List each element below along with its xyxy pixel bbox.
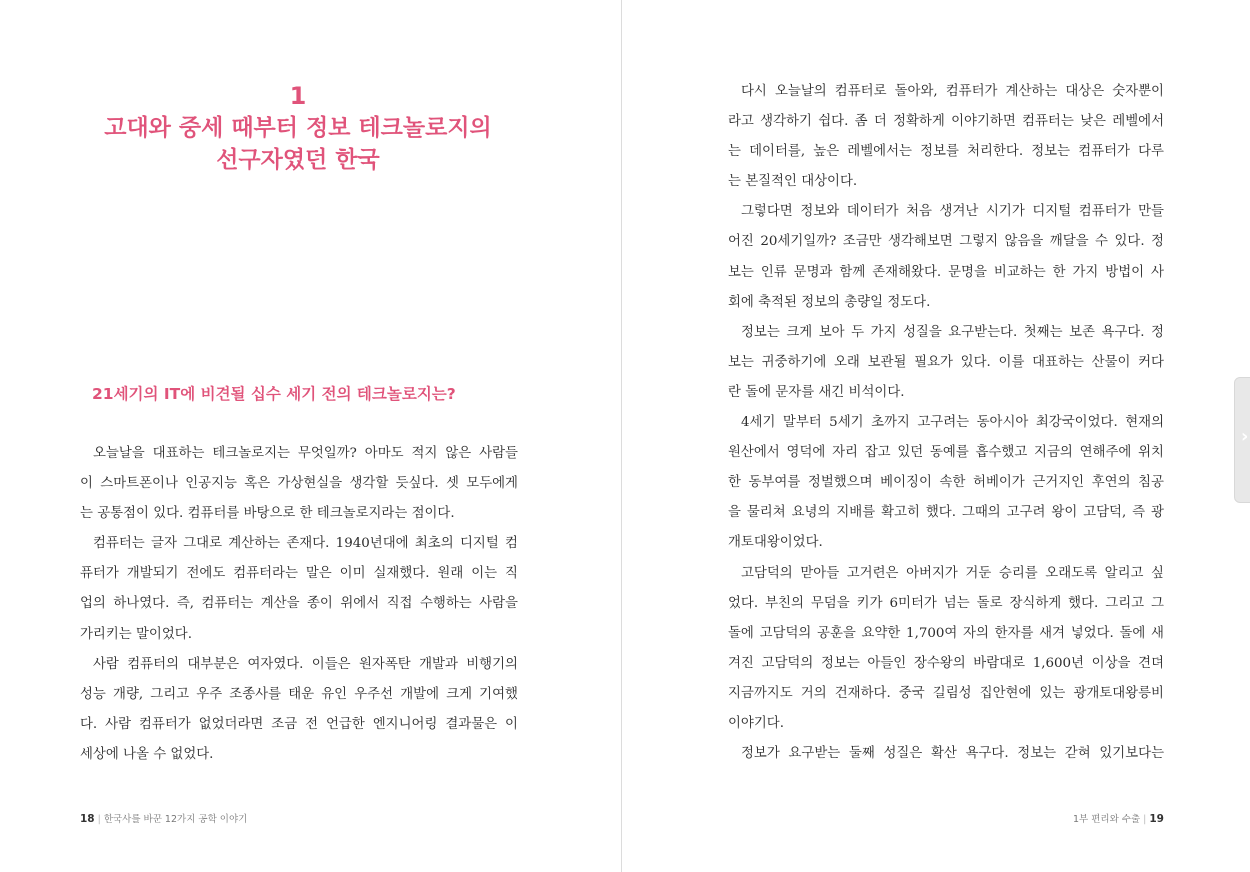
page-number: 19: [1149, 813, 1164, 825]
text-line: 란 돌에 문자를 새긴 비석이다.: [728, 384, 905, 400]
chapter-title-line: 선구자였던 한국: [216, 147, 380, 173]
text-line: 을 물리쳐 요녕의 지배를 확고히 했다. 그때의 고구려 왕이 고담덕, 즉 광: [728, 505, 1164, 521]
page-footer-right: 1부 편리와 수출 | 19: [1073, 813, 1164, 825]
text-line: 이 스마트폰이나 인공지능 혹은 가상현실을 생각할 듯싶다. 셋 모두에게: [80, 476, 518, 492]
text-line: 는 본질적인 대상이다.: [728, 174, 858, 190]
text-line: 사람 컴퓨터의 대부분은 여자였다. 이들은 원자폭탄 개발과 비행기의: [93, 656, 518, 672]
text-line: 세상에 나올 수 없었다.: [80, 746, 214, 762]
text-line: 이야기다.: [728, 715, 784, 731]
section-subheading: 21세기의 IT에 비견될 십수 세기 전의 테크놀로지는?: [92, 385, 456, 403]
next-page-tab[interactable]: [1234, 377, 1250, 503]
text-line: 정보가 요구받는 둘째 성질은 확산 욕구다. 정보는 갇혀 있기보다는: [741, 746, 1164, 762]
page-number: 18: [80, 813, 95, 825]
chapter-title-line: 고대와 중세 때부터 정보 테크놀로지의: [104, 115, 492, 141]
text-line: 성능 개량, 그리고 우주 조종사를 태운 유인 우주선 개발에 크게 기여했: [80, 686, 518, 702]
text-line: 다. 사람 컴퓨터가 없었더라면 조금 전 언급한 엔지니어링 결과물은 이: [80, 716, 518, 732]
chapter-number: 1: [289, 82, 307, 110]
text-line: 다시 오늘날의 컴퓨터로 돌아와, 컴퓨터가 계산하는 대상은 숫자뿐이: [741, 84, 1164, 99]
book-title: 한국사를 바꾼 12가지 공학 이야기: [103, 814, 248, 825]
text-line: 돌에 고담덕의 공훈을 요약한 1,700여 자의 한자를 새겨 넣었다. 돌에 새: [728, 625, 1164, 641]
text-line: 는 데이터를, 높은 레벨에서는 정보를 처리한다. 정보는 컴퓨터가 다루: [728, 144, 1164, 160]
text-line: 어진 20세기일까? 조금만 생각해보면 그렇지 않음을 깨달을 수 있다. 정: [728, 234, 1164, 250]
text-line: 오늘날을 대표하는 테크놀로지는 무엇일까? 아마도 적지 않은 사람들: [93, 446, 518, 461]
chevron-right-icon: ›: [1241, 426, 1249, 447]
text-line: 었다. 부친의 무덤을 키가 6미터가 넘는 돌로 장식하게 했다. 그리고 그: [728, 595, 1164, 611]
text-line: 퓨터가 개발되기 전에도 컴퓨터라는 말은 이미 실재했다. 원래 이는 직: [80, 566, 518, 582]
section-title: 1부 편리와 수출: [1073, 814, 1141, 825]
text-line: 고담덕의 맏아들 고거련은 아버지가 거둔 승리를 오래도록 알리고 싶: [741, 565, 1164, 581]
text-line: 정보는 크게 보아 두 가지 성질을 요구받는다. 첫째는 보존 욕구다. 정: [741, 324, 1164, 340]
text-line: 업의 하나였다. 즉, 컴퓨터는 계산을 종이 위에서 직접 수행하는 사람을: [80, 596, 518, 612]
text-line: 4세기 말부터 5세기 초까지 고구려는 동아시아 최강국이었다. 현재의: [741, 415, 1164, 431]
text-line: 원산에서 영덕에 자리 잡고 있던 동예를 흡수했고 지금의 연해주에 위치: [728, 445, 1164, 461]
left-body-text: [80, 439, 518, 770]
chapter-title: [0, 112, 596, 176]
text-line: 회에 축적된 정보의 총량일 정도다.: [728, 294, 931, 310]
left-page: [0, 0, 621, 872]
text-line: 는 공통점이 있다. 컴퓨터를 바탕으로 한 테크놀로지라는 점이다.: [80, 506, 455, 522]
text-line: 라고 생각하기 쉽다. 좀 더 정확하게 이야기하면 컴퓨터는 낮은 레벨에서: [728, 114, 1164, 130]
text-line: 보는 인류 문명과 함께 존재해왔다. 문명을 비교하는 한 가지 방법이 사: [728, 264, 1164, 280]
text-line: 지금까지도 거의 건재하다. 중국 길림성 집안현에 있는 광개토대왕릉비: [728, 685, 1164, 701]
page-footer-left: 18 | 한국사를 바꾼 12가지 공학 이야기: [80, 813, 248, 825]
text-line: 한 동부여를 정벌했으며 베이징이 속한 허베이가 근거지인 후연의 침공: [728, 475, 1164, 491]
right-body-text: [728, 77, 1164, 769]
text-line: 보는 귀중하기에 오래 보관될 필요가 있다. 이를 대표하는 산물이 커다: [728, 354, 1164, 370]
text-line: 개토대왕이었다.: [728, 535, 823, 551]
text-line: 가리키는 말이었다.: [80, 626, 192, 642]
text-line: 컴퓨터는 글자 그대로 계산하는 존재다. 1940년대에 최초의 디지털 컴: [93, 536, 518, 552]
text-line: 그렇다면 정보와 데이터가 처음 생겨난 시기가 디지털 컴퓨터가 만들: [741, 204, 1164, 220]
text-line: 겨진 고담덕의 정보는 아들인 장수왕의 바람대로 1,600년 이상을 견뎌: [728, 655, 1164, 671]
